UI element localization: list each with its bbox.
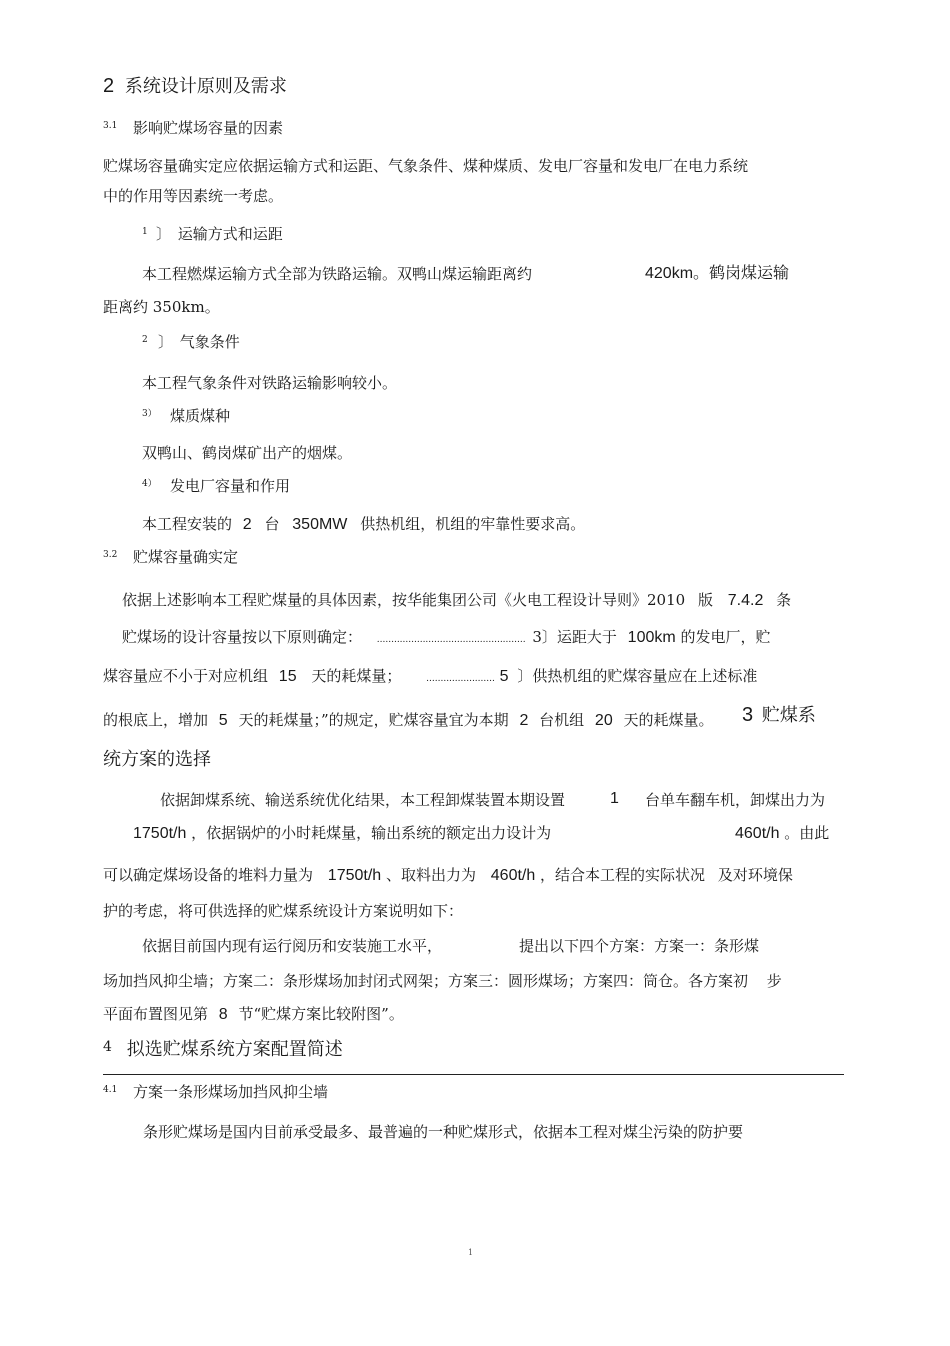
text-run: 本工程燃煤运输方式全部为铁路运输。双鸭山煤运输距离约 bbox=[142, 265, 533, 283]
dot-leader: ........................ bbox=[426, 674, 495, 684]
item-2-heading bbox=[140, 332, 240, 352]
text-run: 15 bbox=[278, 668, 297, 685]
text-run: 460t/h bbox=[490, 867, 536, 884]
text-run: 平面布置图见第 bbox=[103, 1005, 209, 1023]
section-title: 贮煤系 bbox=[761, 705, 816, 726]
text-run: 2 bbox=[242, 516, 252, 533]
text-run: 、取料出力为 bbox=[385, 866, 476, 884]
section-number: 4 bbox=[103, 1039, 112, 1055]
paragraph-line: 中的作用等因素统一考虑。 bbox=[103, 187, 284, 205]
text-run: 节“贮煤方案比较附图”。 bbox=[238, 1005, 404, 1023]
dot-leader: .................................................... bbox=[376, 635, 526, 645]
text-run: 1750t/h bbox=[133, 825, 187, 842]
text-run: 〕供热机组的贮煤容量应在上述标准 bbox=[517, 667, 758, 685]
text-run: 8 bbox=[218, 1006, 228, 1023]
text-run: 依据目前国内现有运行阅历和安装施工水平， bbox=[142, 937, 443, 955]
paragraph-line bbox=[142, 936, 442, 956]
paragraph-line bbox=[645, 790, 825, 810]
item-3-heading bbox=[140, 406, 230, 426]
subsection-number: 3.1 bbox=[103, 121, 118, 131]
subsection-title: 贮煤容量确实定 bbox=[133, 548, 239, 566]
text-run: 420km。鹤岗煤运输 bbox=[645, 265, 790, 282]
section-number: 2 bbox=[103, 75, 115, 97]
section-2-heading bbox=[103, 76, 287, 97]
paragraph-line: 条形贮煤场是国内目前承受最多、最普遍的一种贮煤形式，依据本工程对煤尘污染的防护要 bbox=[143, 1123, 744, 1141]
text-run: 条 bbox=[776, 591, 792, 609]
paragraph-line bbox=[103, 971, 782, 991]
section-title: 系统设计原则及需求 bbox=[124, 76, 287, 97]
text-run: 台 bbox=[264, 515, 280, 533]
item-number: 4） bbox=[142, 479, 157, 489]
paragraph-line bbox=[142, 264, 532, 284]
text-run: ，依据锅炉的小时耗煤量，输出系统的额定出力设计为 bbox=[191, 824, 552, 842]
item-title: 气象条件 bbox=[179, 333, 240, 351]
paragraph-line: 距离约 350km。 bbox=[103, 298, 220, 316]
item-number: 3） bbox=[142, 409, 157, 419]
text-run: 5 bbox=[218, 712, 228, 729]
subsection-title: 方案一条形煤场加挡风抑尘墙 bbox=[133, 1083, 329, 1101]
text-run: 贮煤场的设计容量按以下原则确定： bbox=[122, 628, 363, 646]
text-run: 天的耗煤量；”的规定，贮煤容量宜为本期 bbox=[238, 711, 509, 729]
section-3-heading bbox=[742, 705, 816, 726]
text-run: 供热机组，机组的牢靠性要求高。 bbox=[360, 515, 586, 533]
text-run: 煤容量应不小于对应机组 bbox=[103, 667, 269, 685]
text-run: 本工程安装的 bbox=[142, 515, 233, 533]
paragraph-line bbox=[103, 1004, 404, 1025]
subsection-number: 3.2 bbox=[103, 550, 118, 560]
paragraph-line bbox=[103, 865, 793, 886]
paragraph-line: 贮煤场容量确实定应依据运输方式和运距、气象条件、煤种煤质、发电厂容量和发电厂在电力系统 bbox=[103, 157, 749, 175]
text-run: ，结合本工程的实际状况 bbox=[540, 866, 706, 884]
paragraph-line: 双鸭山、鹤岗煤矿出产的烟煤。 bbox=[142, 444, 353, 462]
text-run: 天的耗煤量； bbox=[311, 667, 402, 685]
text-run: 1750t/h bbox=[327, 867, 382, 884]
text-run: 的发电厂，贮 bbox=[680, 628, 771, 646]
text-run: 台机组 bbox=[539, 711, 585, 729]
text-run: 5 bbox=[499, 668, 509, 685]
text-run: 场加挡风抑尘墙；方案二：条形煤场加封闭式网架；方案三：圆形煤场；方案四：筒仓。各方案初 bbox=[103, 972, 749, 990]
paragraph-line bbox=[735, 823, 829, 844]
paragraph-line bbox=[133, 823, 551, 844]
text-run: 7.4.2 bbox=[727, 592, 764, 609]
paragraph-line bbox=[103, 666, 757, 689]
text-run: 提出以下四个方案：方案一：条形煤 bbox=[519, 937, 760, 955]
paragraph-line: 本工程气象条件对铁路运输影响较小。 bbox=[142, 374, 398, 392]
subsection-number: 4.1 bbox=[103, 1085, 118, 1095]
item-title: 发电厂容量和作用 bbox=[170, 477, 291, 495]
item-number: 2 bbox=[142, 335, 148, 345]
item-4-heading bbox=[140, 476, 290, 496]
item-paren: 〕 bbox=[156, 225, 172, 243]
paragraph-line bbox=[103, 710, 714, 731]
section-4-heading bbox=[103, 1040, 343, 1061]
text-run: 台单车翻车机，卸煤出力为 bbox=[645, 791, 826, 809]
paragraph-line bbox=[645, 264, 789, 284]
heading-underline bbox=[103, 1074, 844, 1075]
item-1-heading bbox=[140, 224, 283, 244]
text-run: 版 bbox=[697, 591, 713, 609]
text-run: 350MW bbox=[292, 516, 348, 533]
paragraph-line bbox=[610, 789, 619, 809]
item-title: 运输方式和运距 bbox=[177, 225, 283, 243]
paragraph-line: 护的考虑，将可供选择的贮煤系统设计方案说明如下： bbox=[103, 902, 464, 920]
text-run: 依据上述影响本工程贮煤量的具体因素，按华能集团公司《火电工程设计导则》2010 bbox=[122, 591, 686, 609]
section-title: 拟选贮煤系统方案配置简述 bbox=[126, 1039, 343, 1060]
text-run: 及对环境保 bbox=[717, 866, 793, 884]
text-run: 依据卸煤系统、输送系统优化结果，本工程卸煤装置本期设置 bbox=[160, 791, 566, 809]
text-run: 可以确定煤场设备的堆料力量为 bbox=[103, 866, 314, 884]
section-title-continued: 统方案的选择 bbox=[103, 749, 211, 770]
text-run: 步 bbox=[766, 972, 782, 990]
subsection-3-2-heading bbox=[103, 547, 238, 567]
text-run: 天的耗煤量。 bbox=[623, 711, 714, 729]
subsection-4-1-heading bbox=[103, 1082, 328, 1102]
paragraph-line bbox=[122, 627, 771, 650]
item-paren: 〕 bbox=[158, 333, 174, 351]
paragraph-line bbox=[122, 590, 791, 611]
text-run: 。由此 bbox=[784, 824, 830, 842]
text-run: 2 bbox=[519, 712, 529, 729]
paragraph-line bbox=[142, 514, 585, 535]
text-run: 3〕运距大于 bbox=[532, 628, 617, 646]
paragraph-line bbox=[519, 936, 759, 956]
item-title: 煤质煤种 bbox=[170, 407, 231, 425]
text-run: 1 bbox=[610, 790, 619, 807]
subsection-title: 影响贮煤场容量的因素 bbox=[133, 119, 284, 137]
subsection-3-1-heading bbox=[103, 118, 283, 138]
text-run: 的根底上，增加 bbox=[103, 711, 209, 729]
section-number: 3 bbox=[742, 704, 754, 726]
page-number: 1 bbox=[468, 1248, 474, 1257]
text-run: 100km bbox=[627, 629, 676, 646]
item-number: 1 bbox=[142, 227, 148, 237]
text-run: 20 bbox=[594, 712, 613, 729]
paragraph-line bbox=[160, 790, 565, 810]
text-run: 460t/h bbox=[735, 825, 780, 842]
